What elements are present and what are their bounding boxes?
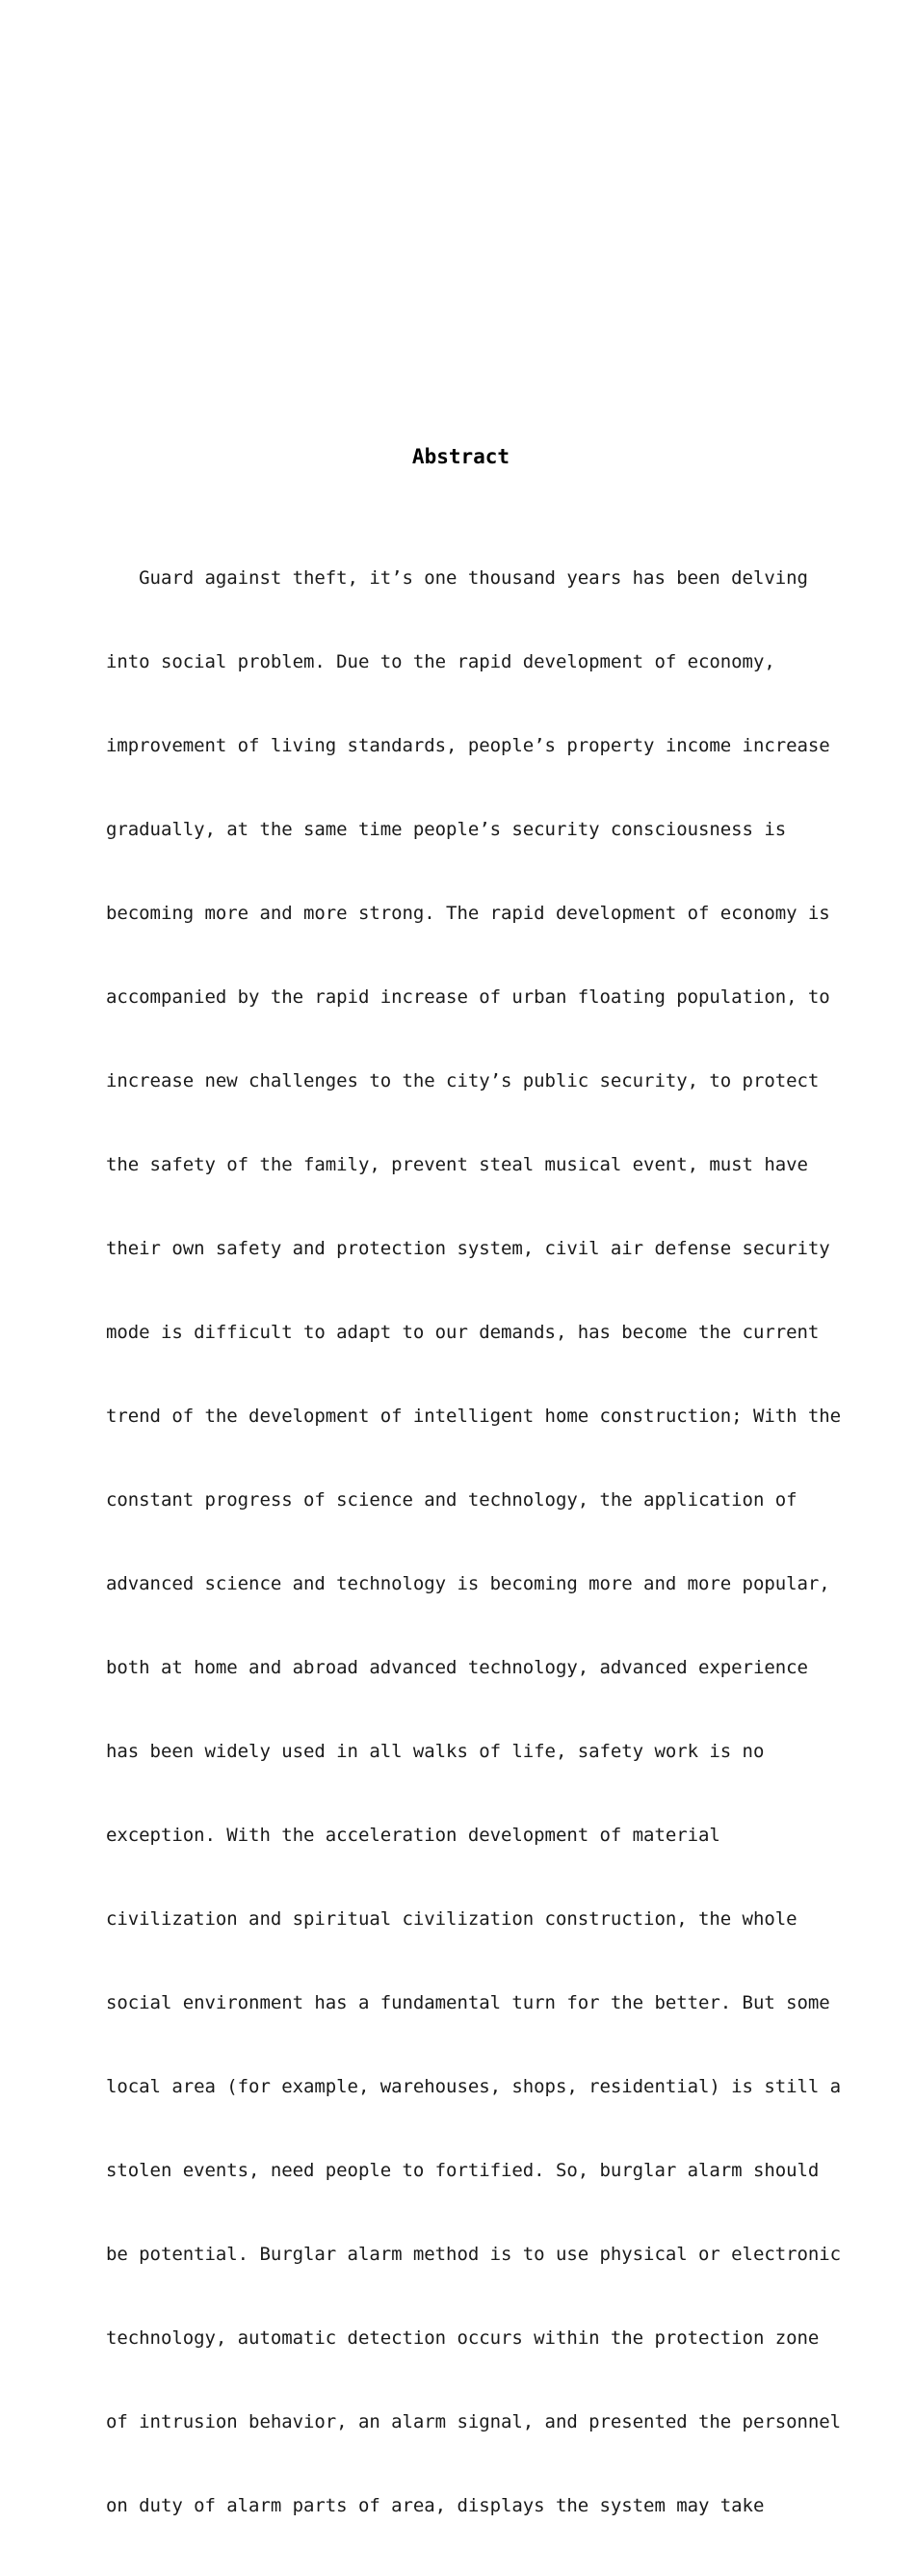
abstract-line: increase new challenges to the city’s public security, to protect	[106, 1070, 820, 1091]
abstract-line: mode is difficult to adapt to our demands, has become the current	[106, 1322, 820, 1343]
abstract-line: trend of the development of intelligent home construction; With the	[106, 1406, 842, 1427]
abstract-heading: Abstract	[411, 445, 510, 468]
abstract-line: local area (for example, warehouses, shops, residential) is still a	[106, 2076, 842, 2097]
abstract-line: exception. With the acceleration development of material	[106, 1825, 720, 1846]
abstract-line: of intrusion behavior, an alarm signal, and presented the personnel	[106, 2411, 842, 2432]
abstract-body	[106, 509, 842, 2576]
abstract-line: into social problem. Due to the rapid development of economy,	[106, 651, 775, 672]
abstract-line: their own safety and protection system, civil air defense security	[106, 1238, 830, 1259]
abstract-line: both at home and abroad advanced technology, advanced experience	[106, 1657, 808, 1678]
abstract-line: improvement of living standards, people’s property income increase	[106, 735, 830, 756]
abstract-line: be potential. Burglar alarm method is to use physical or electronic	[106, 2244, 842, 2265]
abstract-line: becoming more and more strong. The rapid development of economy is	[106, 903, 830, 924]
abstract-line: stolen events, need people to fortified. So, burglar alarm should	[106, 2160, 820, 2181]
abstract-line: advanced science and technology is becoming more and more popular,	[106, 1573, 830, 1594]
abstract-line: has been widely used in all walks of life, safety work is no	[106, 1741, 765, 1762]
abstract-line: on duty of alarm parts of area, displays the system may take	[106, 2495, 765, 2516]
abstract-line: social environment has a fundamental turn for the better. But some	[106, 1992, 830, 2013]
abstract-line: the safety of the family, prevent steal musical event, must have	[106, 1154, 808, 1175]
abstract-line: accompanied by the rapid increase of urban floating population, to	[106, 986, 830, 1008]
abstract-line: technology, automatic detection occurs within the protection zone	[106, 2327, 820, 2349]
abstract-line: Guard against theft, it’s one thousand years has been delving	[106, 567, 808, 589]
abstract-line: constant progress of science and technology, the application of	[106, 1489, 797, 1511]
abstract-line: gradually, at the same time people’s security consciousness is	[106, 819, 787, 840]
abstract-line: civilization and spiritual civilization construction, the whole	[106, 1908, 797, 1930]
